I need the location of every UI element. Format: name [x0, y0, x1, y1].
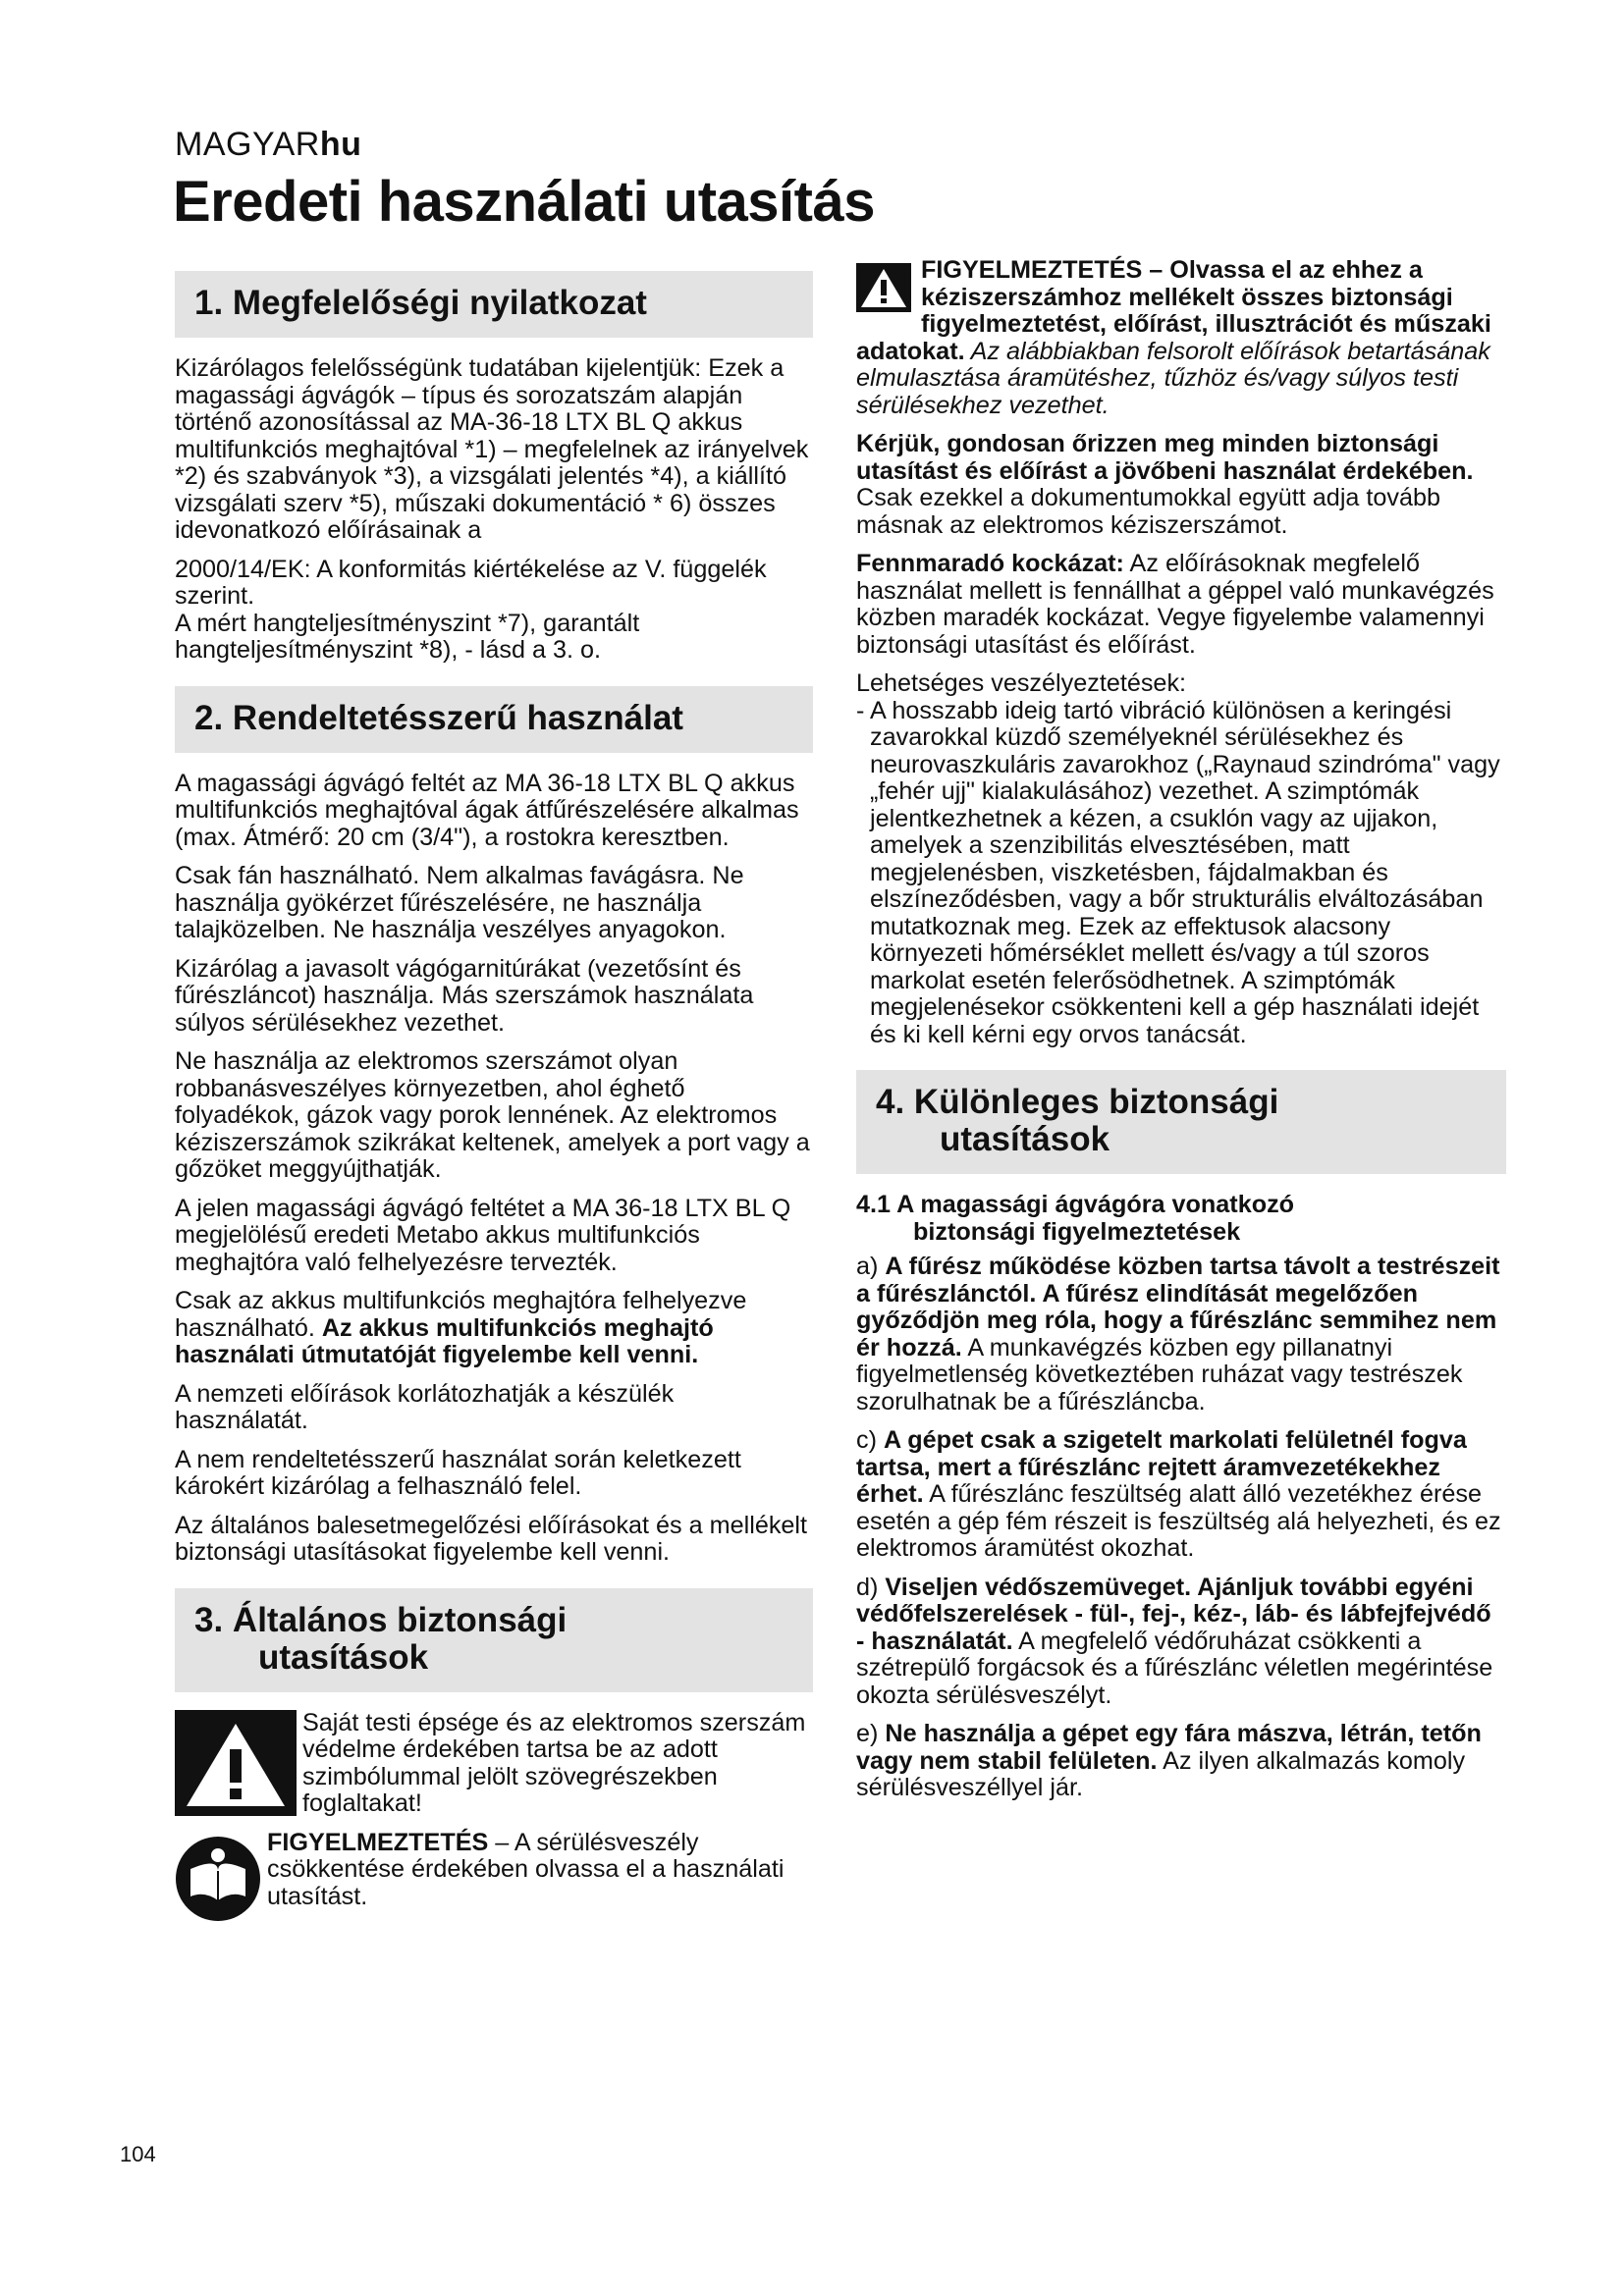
warning-triangle-icon: [175, 1710, 297, 1816]
read-manual-block: [175, 1830, 813, 1922]
section-2-paragraph-6: [175, 1288, 813, 1369]
keep-instructions-plain: Csak ezekkel a dokumentumokkal együtt adja tovább másnak az elektromos kéziszerszámot.: [856, 484, 1441, 539]
safety-item-d-plain: A megfelelő védőruházat csökkenti a szétrepülő forgácsok és a fűrészlánc véletlen megérintése okozta sérülésveszélyt.: [856, 1627, 1493, 1709]
safety-item-e-plain: Az ilyen alkalmazás komoly sérülésveszéllyel jár.: [856, 1746, 1466, 1801]
residual-risk-text: Az előírásoknak megfelelő használat mellett is fennállhat a géppel való munkavégzés közben maradék kockázat. Vegye figyelembe valamennyi biztonsági utasítást és előírást.: [856, 550, 1494, 659]
safety-item-c-plain: A fűrészlánc feszültség alatt álló vezetékhez érése esetén a gép fém részeit is feszültség alá helyezheti, és ez elektromos áramütést okozhat.: [856, 1480, 1501, 1562]
section-2-paragraph-6-plain: Csak az akkus multifunkciós meghajtóra felhelyezve használható.: [175, 1287, 747, 1342]
language-label: [175, 126, 361, 164]
hazard-vibration-item: - A hosszabb ideig tartó vibráció különösen a keringési zavarokkal küzdő személyeknél sérülésekhez és neurovaszkuláris zavarokhoz („Raynaud szindróma" vagy „fehér ujj" kialakulásához) vezethet. A szimptómák jelentkezhetnek a kézen, a csuklón vagy az ujjakon, amelyek a szenzibilitás elvesztésében, matt megjelenésben, viszketésben, fájdalmakban és elszíneződésben, vagy a bőr strukturális elváltozásában mutatkoznak meg. Ezek az effektusok alacsony környezeti hőmérséklet mellett és/vagy a túl szoros markolat esetén felerősödhetnek. A szimptómák megjelenésekor csökkenteni kell a gép használati idejét és ki kell kérni egy orvos tanácsát.: [856, 696, 1500, 1048]
right-column: [856, 257, 1506, 1814]
section-3-heading: [175, 1588, 813, 1692]
page-number: 104: [120, 2142, 156, 2166]
section-2-paragraph-7: A nemzeti előírások korlátozhatják a készülék használatát.: [175, 1379, 675, 1434]
safety-item-d-prefix: d): [856, 1573, 886, 1601]
section-2-paragraph-9: Az általános balesetmegelőzési előírásokat és a mellékelt biztonsági utasításokat figyelembe kell venni.: [175, 1511, 808, 1566]
keep-instructions-bold-text: Kérjük, gondosan őrizzen meg minden biztonsági utasítást és előírást a jövőbeni használat érdekében.: [856, 430, 1474, 485]
section-2-paragraph-2: Csak fán használható. Nem alkalmas favágásra. Ne használja gyökérzet fűrészelésére, ne használja talajközelben. Ne használja veszélyes anyagokon.: [175, 862, 744, 943]
safety-item-a-prefix: a): [856, 1253, 886, 1280]
read-manual-instruction: – A sérülésveszély csökkentése érdekében olvassa el a használati utasítást.: [267, 1828, 785, 1910]
keep-instructions-bold: [856, 431, 1506, 485]
safety-item-c: [856, 1427, 1506, 1563]
section-4-heading: [856, 1070, 1506, 1174]
section-3-heading-line1: 3. Általános biztonsági: [194, 1600, 568, 1639]
section-1-paragraph-noise: A mért hangteljesítményszint *7), garantált hangteljesítményszint *8), - lásd a 3. o.: [175, 609, 640, 664]
language-name: MAGYAR: [175, 126, 320, 163]
section-2-paragraph-5: A jelen magassági ágvágó feltétet a MA 36-18 LTX BL Q megjelölésű eredeti Metabo akkus multifunkciós meghajtóra való felhelyezésre tervezték.: [175, 1194, 791, 1276]
section-4-heading-line2: utasítások: [940, 1120, 1110, 1158]
safety-item-e-bold: Ne használja a gépet egy fára mászva, létrán, tetőn vagy nem stabil felületen.: [856, 1720, 1482, 1775]
read-manual-text: [267, 1830, 813, 1911]
read-manual-warning-label: FIGYELMEZTETÉS: [267, 1828, 489, 1856]
general-warning-block: [175, 1710, 813, 1818]
safety-item-c-bold: A gépet csak a szigetelt markolati felületnél fogva tartsa, mert a fűrészlánc rejtett áramvezetékekhez érhet.: [856, 1426, 1467, 1508]
residual-risk-label: Fennmaradó kockázat:: [856, 550, 1124, 577]
language-code: hu: [319, 126, 362, 163]
left-column: [175, 271, 813, 1922]
warning-triangle-small-icon: [856, 263, 911, 312]
residual-risk-paragraph: [856, 551, 1506, 659]
page-title: Eredeti használati utasítás: [173, 170, 875, 234]
safety-item-a: [856, 1254, 1506, 1415]
section-2-paragraph-1: A magassági ágvágó feltét az MA 36-18 LTX BL Q akkus multifunkciós meghajtóval ágak átfűrészelésére alkalmas (max. Átmérő: 20 cm (3/4"), a rostokra keresztben.: [175, 769, 799, 851]
section-2-paragraph-4: Ne használja az elektromos szerszámot olyan robbanásveszélyes környezetben, ahol éghető folyadékok, gázok vagy porok lennének. Az elektromos kéziszerszámok szikrákat keltenek, amelyek a port vagy a gőzöket meggyújthatják.: [175, 1047, 810, 1183]
safety-item-e: [856, 1721, 1506, 1802]
section-2-paragraph-3: Kizárólag a javasolt vágógarnitúrákat (vezetősínt és fűrészláncot) használja. Más szerszámok használata súlyos sérülésekhez vezethet.: [175, 954, 754, 1037]
read-manual-icon: [175, 1836, 261, 1922]
safety-item-e-prefix: e): [856, 1720, 886, 1747]
section-1-paragraph-directive: 2000/14/EK: A konformitás kiértékelése az V. függelék szerint.: [175, 555, 767, 610]
safety-item-a-bold: A fűrész működése közben tartsa távolt a testrészeit a fűrészlánctól. A fűrész elindítását megelőzően győződjön meg róla, hogy a fűrészlánc semmihez nem ér hozzá.: [856, 1253, 1500, 1362]
subsection-4-1-heading-line1: 4.1 A magassági ágvágóra vonatkozó: [856, 1191, 1295, 1218]
hazards-title: Lehetséges veszélyeztetések:: [856, 669, 1187, 697]
section-1-paragraph-declaration: Kizárólagos felelősségünk tudatában kijelentjük: Ezek a magassági ágvágók – típus és sorozatszám alapján történő azonosítással az MA-36-18 LTX BL Q akkus multifunkciós meghajtóval *1) – megfelelnek az irányelvek *2) és szabványok *3), a vizsgálati jelentés *4), a kiállító vizsgálati szerv *5), műszaki dokumentáció * 6) összes idevonatkozó előírásainak a: [175, 354, 809, 544]
subsection-4-1-heading: [856, 1192, 1506, 1246]
general-warning-italic: Az alábbiakban felsorolt előírások betartásának elmulasztása áramütéshez, tűzhöz és/vagy súlyos testi sérülésekhez vezethet.: [856, 337, 1490, 419]
general-warning-bold: FIGYELMEZTETÉS – Olvassa el az ehhez a kéziszerszámhoz mellékelt összes biztonsági figyelmeztetést, előírást, illusztrációt és műszaki adatokat.: [856, 256, 1491, 365]
section-2-heading: 2. Rendeltetésszerű használat: [175, 686, 813, 753]
section-1-heading: 1. Megfelelőségi nyilatkozat: [175, 271, 813, 338]
safety-item-d: [856, 1575, 1506, 1710]
section-2-paragraph-6-bold: Az akkus multifunkciós meghajtó használati útmutatóját figyelembe kell venni.: [175, 1313, 714, 1368]
section-2-paragraph-8: A nem rendeltetésszerű használat során keletkezett károkért kizárólag a felhasználó felel.: [175, 1445, 741, 1500]
general-warning-paragraph: [856, 257, 1506, 419]
safety-item-d-bold: Viseljen védőszemüveget. Ajánljuk további egyéni védőfelszerelések - fül-, fej-, kéz-, láb- és lábfejfejvédő - használatát.: [856, 1573, 1491, 1655]
section-4-heading-line1: 4. Különleges biztonsági: [876, 1083, 1279, 1121]
safety-item-a-plain: A munkavégzés közben egy pillanatnyi figyelmetlenség következtében ruházat vagy testrészek szorulhatnak be a fűrészláncba.: [856, 1333, 1463, 1415]
section-3-heading-line2: utasítások: [258, 1637, 429, 1677]
general-warning-text: Saját testi épsége és az elektromos szerszám védelme érdekében tartsa be az adott szimbólummal jelölt szövegrészekben foglaltakat!: [302, 1708, 806, 1817]
safety-item-c-prefix: c): [856, 1426, 884, 1454]
subsection-4-1-heading-line2: biztonsági figyelmeztetések: [913, 1217, 1241, 1246]
